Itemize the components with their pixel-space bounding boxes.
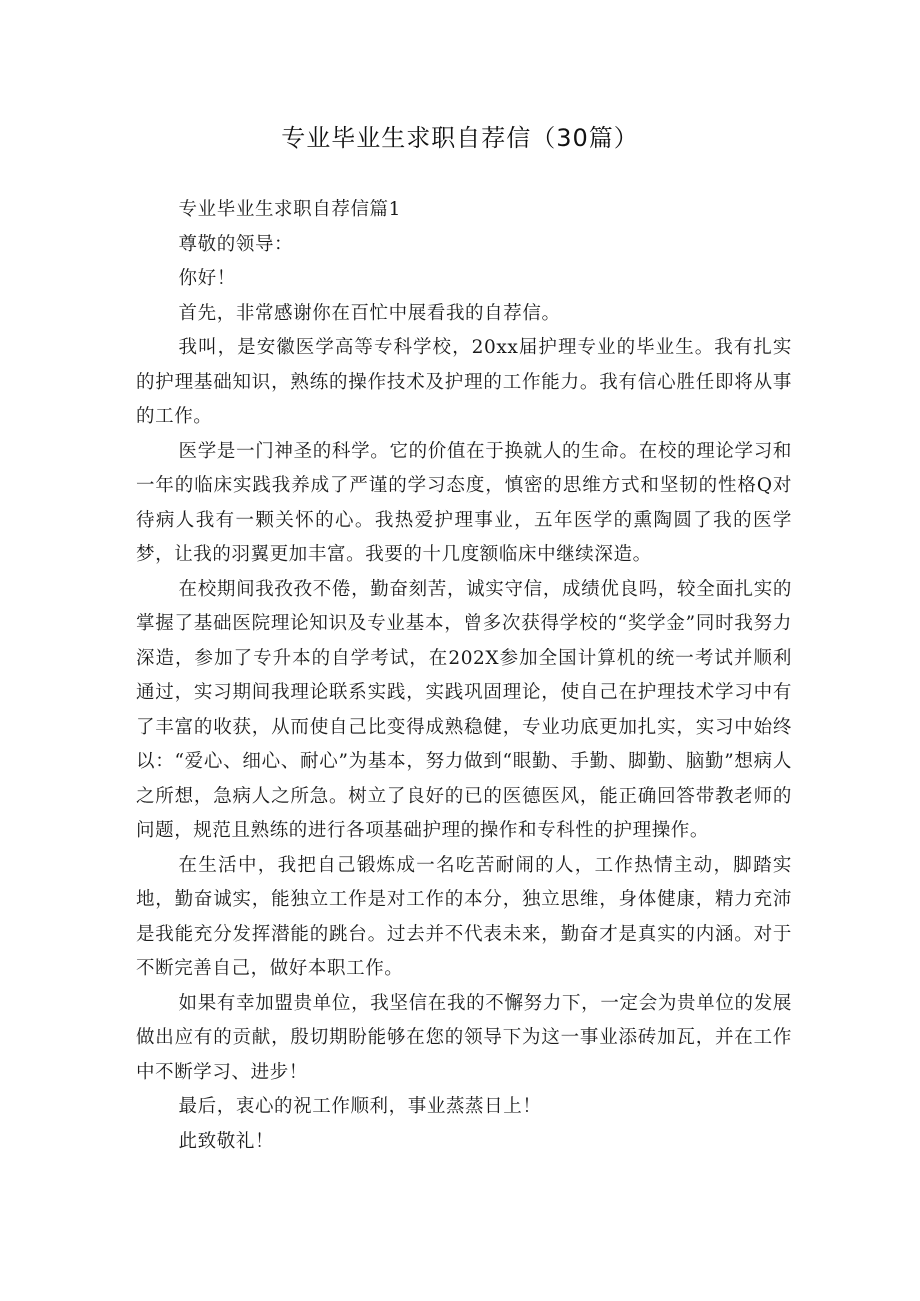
paragraph: 在校期间我孜孜不倦，勤奋刻苦，诚实守信，成绩优良吗，较全面扎实的掌握了基础医院理论知识及专业基本，曾多次获得学校的“奖学金”同时我努力深造，参加了专升本的自学考试，在202X参加全国计算机的统一考试并顺利通过，实习期间我理论联系实践，实践巩固理论，使自己在护理技术学习中有了丰富的收获，从而使自己比变得成熟稳健，专业功底更加扎实，实习中始终以：“爱心、细心、耐心”为基本，努力做到“眼勤、手勤、脚勤、脑勤”想病人之所想，急病人之所急。树立了良好的已的医德医风，能正确回答带教老师的问题，规范且熟练的进行各项基础护理的操作和专科性的护理操作。 [136,578,792,841]
closing-wish: 最后，衷心的祝工作顺利，事业蒸蒸日上！ [178,1096,542,1117]
paragraph: 如果有幸加盟贵单位，我坚信在我的不懈努力下，一定会为贵单位的发展做出应有的贡献，殷切期盼能够在您的领导下为这一事业添砖加瓦，并在工作中不断学习、进步！ [136,992,792,1083]
paragraph: 首先，非常感谢你在百忙中展看我的自荐信。 [178,302,561,324]
paragraph: 我叫，是安徽医学高等专科学校，20xx届护理专业的毕业生。我有扎实的护理基础知识，熟练的操作技术及护理的工作能力。我有信心胜任即将从事的工作。 [136,337,792,427]
paragraph: 医学是一门神圣的科学。它的价值在于换就人的生命。在校的理论学习和一年的临床实践我养成了严谨的学习态度，慎密的思维方式和坚韧的性格Q对待病人我有一颗关怀的心。我热爱护理事业，五年医学的熏陶圆了我的医学梦，让我的羽翼更加丰富。我要的十几度额临床中继续深造。 [136,440,792,565]
section-heading: 专业毕业生求职自荐信篇1 [178,199,402,220]
letter-body [136,193,792,1159]
paragraph: 在生活中，我把自己锻炼成一名吃苦耐闹的人，工作热情主动，脚踏实地，勤奋诚实，能独立工作是对工作的本分，独立思维，身体健康，精力充沛是我能充分发挥潜能的跳台。过去并不代表未来，勤奋才是真实的内涵。对于不断完善自己，做好本职工作。 [136,854,792,979]
closing-salute: 此致敬礼！ [178,1130,275,1152]
salutation: 尊敬的领导： [178,233,294,255]
greeting: 你好！ [178,268,236,289]
page-title: 专业毕业生求职自荐信（30篇） [281,124,639,152]
